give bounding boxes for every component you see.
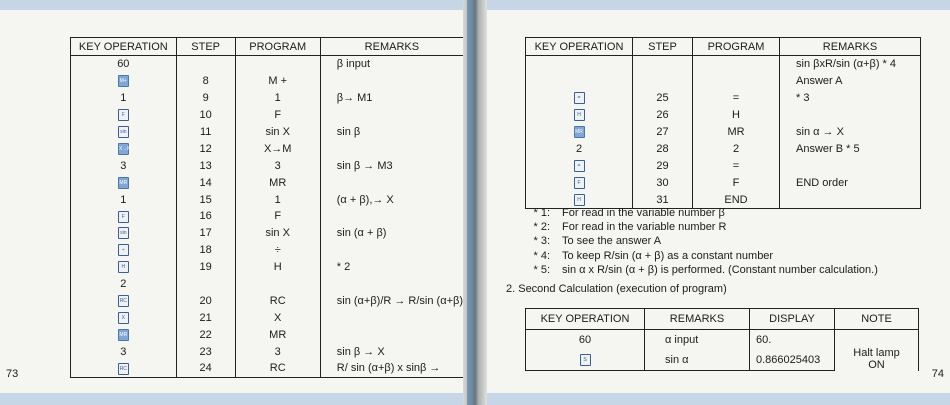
key-operation-cell	[526, 174, 633, 191]
page-number: 74	[931, 368, 944, 380]
calculator-key-icon: MR	[574, 126, 585, 138]
step-cell: 11	[176, 124, 235, 141]
calculator-key-icon: F	[118, 211, 129, 223]
key-operation-cell: 3	[71, 157, 177, 174]
key-operation-cell	[526, 56, 633, 73]
bottom-band	[0, 393, 472, 405]
header-step: STEP	[176, 38, 235, 56]
remarks-cell: β input	[320, 56, 463, 73]
table-row	[71, 343, 464, 360]
footnotes	[526, 206, 878, 277]
table-row	[526, 73, 921, 90]
key-operation-cell: 1	[71, 90, 177, 107]
program-cell	[693, 56, 780, 73]
table-row	[526, 174, 921, 191]
program-cell	[235, 56, 320, 73]
key-operation-cell	[71, 73, 177, 90]
table-row	[71, 242, 464, 259]
step-cell: 21	[176, 309, 235, 326]
program-table	[70, 37, 464, 378]
remarks-cell	[320, 140, 463, 157]
right-page	[478, 0, 950, 405]
remarks-cell	[320, 174, 463, 191]
table-row	[71, 56, 464, 73]
remarks-cell: sin α → X	[780, 124, 921, 141]
program-cell: =	[693, 90, 780, 107]
remarks-cell	[320, 242, 463, 259]
header-key-operation: KEY OPERATION	[526, 309, 645, 330]
step-cell: 29	[633, 157, 693, 174]
calculator-key-icon: ÷	[118, 244, 129, 256]
remarks-cell: Answer B * 5	[780, 140, 921, 157]
note-cell: Halt lamp ON	[835, 330, 919, 371]
table-row	[526, 124, 921, 141]
step-cell: 13	[176, 157, 235, 174]
remarks-cell	[780, 107, 921, 124]
program-cell: 1	[235, 191, 320, 208]
key-operation-cell	[71, 292, 177, 309]
program-cell	[235, 276, 320, 293]
key-operation-cell	[71, 124, 177, 141]
footnote-marker: * 2:	[533, 221, 550, 234]
remarks-cell	[780, 157, 921, 174]
program-cell: MR	[693, 124, 780, 141]
table-row	[71, 191, 464, 208]
key-operation-cell	[71, 208, 177, 225]
footnote-marker: * 1:	[533, 207, 550, 219]
key-operation-cell	[71, 107, 177, 124]
table-row	[71, 259, 464, 276]
remarks-cell: * 3	[780, 90, 921, 107]
table-row	[71, 73, 464, 90]
program-cell: sin X	[235, 225, 320, 242]
table-row	[71, 124, 464, 141]
bottom-band	[478, 393, 950, 405]
program-cell: 3	[235, 343, 320, 360]
program-cell: RC	[235, 360, 320, 377]
key-operation-cell: 1	[71, 191, 177, 208]
table-row	[526, 157, 921, 174]
footnote-marker: * 3:	[533, 235, 550, 248]
footnote-text: For read in the variable number R	[562, 221, 727, 234]
remarks-cell	[320, 73, 463, 90]
table-row	[71, 276, 464, 293]
calculator-key-icon: X→M	[118, 143, 129, 155]
remarks-cell: sin β → M3	[320, 157, 463, 174]
table-row	[71, 208, 464, 225]
footnote	[526, 220, 878, 234]
remarks-cell: sin α	[645, 350, 750, 371]
step-cell: 9	[176, 90, 235, 107]
header-display: DISPLAY	[750, 309, 835, 330]
program-cell: 1	[235, 90, 320, 107]
footnote	[526, 263, 878, 277]
program-cell: MR	[235, 326, 320, 343]
step-cell: 19	[176, 259, 235, 276]
header-remarks: REMARKS	[780, 38, 921, 56]
remarks-cell: β→ M1	[320, 90, 463, 107]
remarks-cell: α input	[645, 330, 750, 351]
table-row	[71, 174, 464, 191]
remarks-cell: sin (α+β)/R → R/sin (α+β)	[320, 292, 463, 309]
program-cell: X	[235, 309, 320, 326]
program-cell: F	[235, 208, 320, 225]
remarks-cell: sin β → X	[320, 343, 463, 360]
table-row	[526, 140, 921, 157]
table-row	[71, 292, 464, 309]
table-row	[526, 330, 919, 351]
binding-strip	[467, 0, 475, 405]
header-program: PROGRAM	[235, 38, 320, 56]
key-operation-cell	[71, 326, 177, 343]
calculator-key-icon: H	[118, 261, 129, 273]
step-cell: 24	[176, 360, 235, 377]
remarks-cell: sin βxR/sin (α+β) * 4	[780, 56, 921, 73]
step-cell: 28	[633, 140, 693, 157]
header-remarks: REMARKS	[320, 38, 463, 56]
key-operation-cell	[526, 90, 633, 107]
key-operation-cell	[71, 140, 177, 157]
key-operation-cell	[71, 259, 177, 276]
calculator-key-icon: RC	[118, 295, 129, 307]
left-page	[0, 0, 472, 405]
program-cell: F	[235, 107, 320, 124]
table-row	[526, 56, 921, 73]
calculator-key-icon: F	[574, 177, 585, 189]
calculator-key-icon: S	[580, 354, 591, 366]
remarks-cell: sin β	[320, 124, 463, 141]
section-heading: 2. Second Calculation (execution of program)	[506, 283, 727, 295]
display-cell: 0.866025403	[750, 350, 835, 371]
calculator-key-icon: MR	[118, 177, 129, 189]
page-number: 73	[6, 368, 19, 380]
table-row	[71, 90, 464, 107]
key-operation-cell: 3	[71, 343, 177, 360]
table-row	[71, 157, 464, 174]
remarks-cell	[320, 309, 463, 326]
calculator-key-icon: sin	[118, 126, 129, 138]
footnote-text: sin α x R/sin (α + β) is performed. (Constant number calculation.)	[562, 263, 878, 276]
step-cell: 26	[633, 107, 693, 124]
key-operation-cell: 2	[71, 276, 177, 293]
remarks-cell: (α + β),→ X	[320, 191, 463, 208]
program-cell: sin X	[235, 124, 320, 141]
step-cell	[633, 56, 693, 73]
footnote-text: To keep R/sin (α + β) as a constant number	[562, 249, 774, 262]
key-operation-cell	[526, 124, 633, 141]
key-operation-cell	[526, 107, 633, 124]
step-cell: 23	[176, 343, 235, 360]
table-row	[71, 326, 464, 343]
remarks-cell: Answer A	[780, 73, 921, 90]
step-cell: 27	[633, 124, 693, 141]
calculator-key-icon: F	[118, 109, 129, 121]
program-cell: 2	[693, 140, 780, 157]
key-operation-cell	[526, 350, 645, 371]
remarks-cell: * 2	[320, 259, 463, 276]
step-cell: 30	[633, 174, 693, 191]
step-cell: 18	[176, 242, 235, 259]
key-operation-cell	[71, 242, 177, 259]
key-operation-cell	[526, 157, 633, 174]
program-cell: H	[235, 259, 320, 276]
remarks-cell: sin (α + β)	[320, 225, 463, 242]
top-band	[478, 0, 950, 10]
header-key-operation: KEY OPERATION	[526, 38, 633, 56]
header-step: STEP	[633, 38, 693, 56]
calculator-key-icon: RC	[118, 363, 129, 375]
header-program: PROGRAM	[693, 38, 780, 56]
execution-table	[525, 308, 919, 371]
program-cell: MR	[235, 174, 320, 191]
calculator-key-icon: M+	[118, 75, 129, 87]
remarks-cell	[320, 326, 463, 343]
key-operation-cell	[71, 360, 177, 377]
step-cell: 15	[176, 191, 235, 208]
key-operation-cell	[71, 225, 177, 242]
calculator-key-icon: H	[574, 109, 585, 121]
top-band	[0, 0, 472, 10]
program-cell: RC	[235, 292, 320, 309]
step-cell: 10	[176, 107, 235, 124]
table-row	[526, 90, 921, 107]
display-cell: 60.	[750, 330, 835, 351]
program-cell: =	[693, 157, 780, 174]
header-key-operation: KEY OPERATION	[71, 38, 177, 56]
key-operation-cell	[526, 73, 633, 90]
step-cell: 31	[633, 191, 693, 208]
key-operation-cell	[71, 174, 177, 191]
table-row	[71, 107, 464, 124]
program-cell: X→M	[235, 140, 320, 157]
table-row	[71, 140, 464, 157]
program-table-continued	[525, 37, 921, 209]
step-cell	[633, 73, 693, 90]
footnote-marker: * 5:	[533, 263, 550, 276]
key-operation-cell: 60	[71, 56, 177, 73]
key-operation-cell	[71, 309, 177, 326]
step-cell: 16	[176, 208, 235, 225]
program-cell: H	[693, 107, 780, 124]
calculator-key-icon: H	[574, 194, 585, 206]
step-cell	[176, 276, 235, 293]
program-cell: ÷	[235, 242, 320, 259]
step-cell	[176, 56, 235, 73]
step-cell: 17	[176, 225, 235, 242]
footnote-text: For read in the variable number β	[562, 207, 725, 219]
program-cell: F	[693, 174, 780, 191]
footnote-text: To see the answer A	[562, 235, 662, 248]
calculator-key-icon: X	[118, 312, 129, 324]
program-cell: 3	[235, 157, 320, 174]
footnote	[526, 249, 878, 263]
header-remarks: REMARKS	[645, 309, 750, 330]
table-row	[71, 225, 464, 242]
table-row	[71, 360, 464, 377]
remarks-cell	[320, 107, 463, 124]
calculator-key-icon: MR	[118, 329, 129, 341]
calculator-key-icon: =	[574, 160, 585, 172]
remarks-cell: END order	[780, 174, 921, 191]
program-cell: M +	[235, 73, 320, 90]
table-row	[71, 309, 464, 326]
table-row	[526, 107, 921, 124]
footnote-marker: * 4:	[533, 249, 550, 262]
step-cell: 22	[176, 326, 235, 343]
remarks-cell	[320, 276, 463, 293]
program-cell	[693, 73, 780, 90]
remarks-cell: R/ sin (α+β) x sinβ →	[320, 360, 463, 377]
key-operation-cell: 60	[526, 330, 645, 351]
header-note: NOTE	[835, 309, 919, 330]
step-cell: 20	[176, 292, 235, 309]
footnote	[526, 234, 878, 248]
key-operation-cell: 2	[526, 140, 633, 157]
calculator-key-icon: sin	[118, 227, 129, 239]
step-cell: 14	[176, 174, 235, 191]
program-cell: END	[693, 191, 780, 208]
remarks-cell	[320, 208, 463, 225]
step-cell: 12	[176, 140, 235, 157]
step-cell: 25	[633, 90, 693, 107]
footnote	[526, 206, 878, 220]
step-cell: 8	[176, 73, 235, 90]
calculator-key-icon: =	[574, 92, 585, 104]
